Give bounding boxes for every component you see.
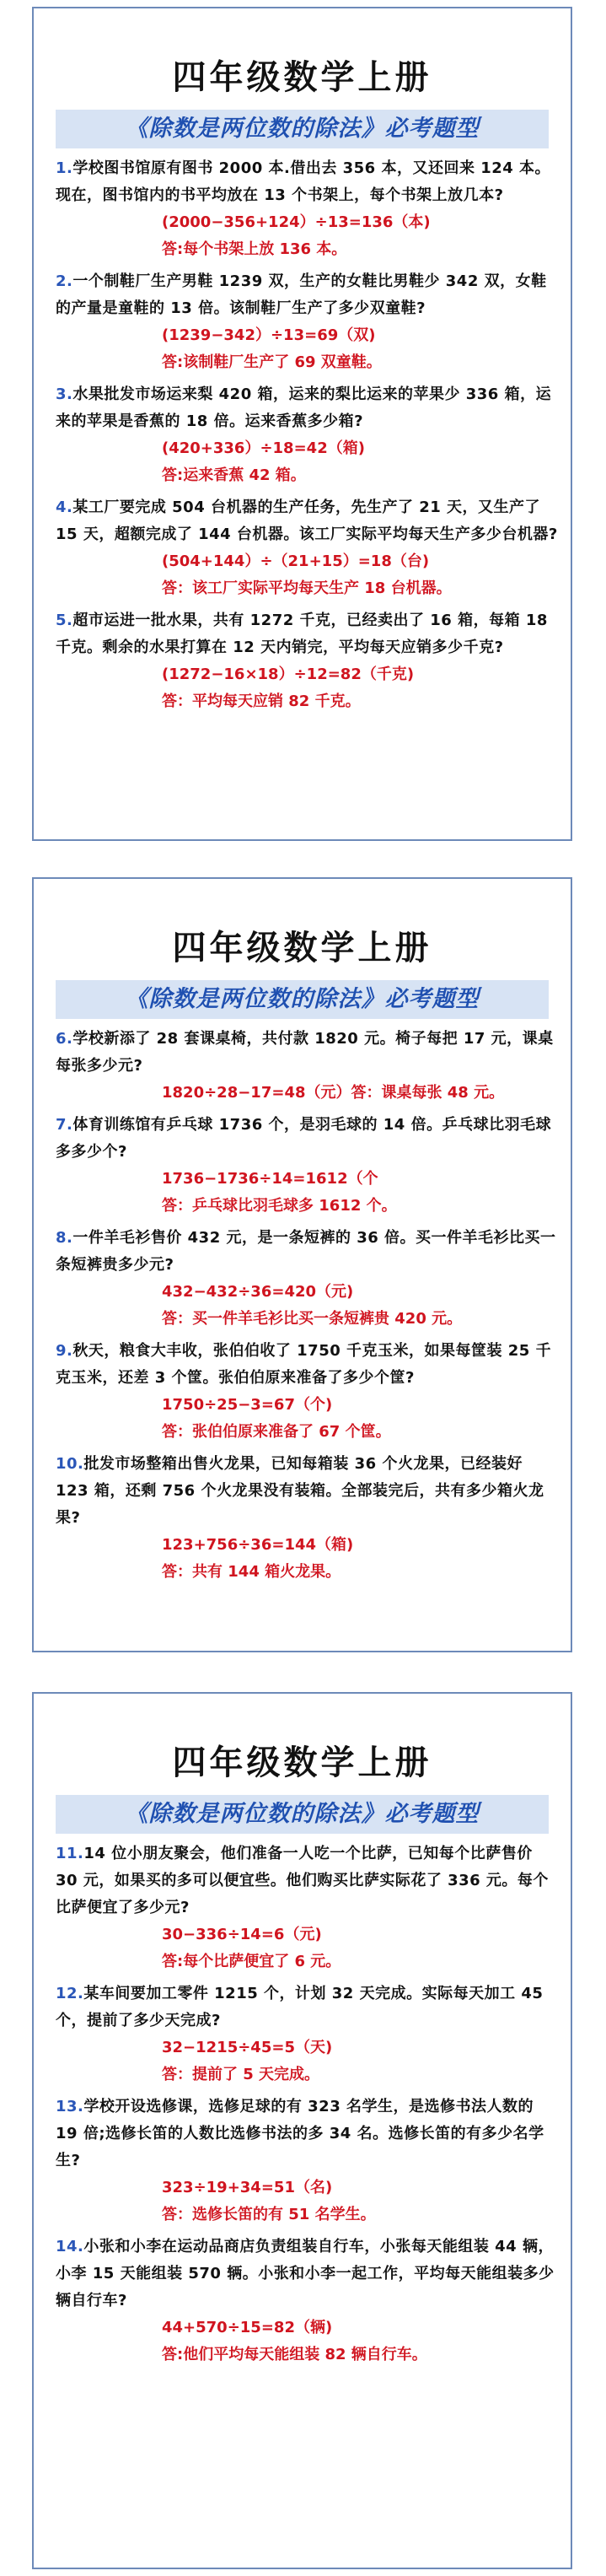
- problem-text: 一件羊毛衫售价 432 元，是一条短裤的 36 倍。买一件羊毛衫比买一条短裤贵多少元?: [56, 1229, 556, 1274]
- problem-question: [56, 1026, 559, 1080]
- problem-question: [56, 1981, 559, 2034]
- problem-question: [56, 607, 559, 661]
- problem-12: [56, 1981, 559, 2088]
- solution-formula: 30−336÷14=6（元): [162, 1926, 322, 1943]
- problem-question: [56, 1451, 559, 1532]
- problem-question: [56, 1338, 559, 1392]
- solution-answer: 答：买一件羊毛衫比买一条短裤贵 420 元。: [162, 1310, 463, 1328]
- page-title: 四年级数学上册: [172, 1743, 432, 1782]
- problem-9: [56, 1338, 559, 1446]
- problem-number: 7.: [56, 1116, 73, 1134]
- problem-number: 1.: [56, 159, 73, 177]
- subtitle-banner: 《除数是两位数的除法》必考题型: [56, 1795, 549, 1834]
- page-title: 四年级数学上册: [172, 928, 432, 967]
- problem-text: 批发市场整箱出售火龙果，已知每箱装 36 个火龙果，已经装好 123 箱，还剩 756 个火龙果没有装箱。全部装完后，共有多少箱火龙果?: [56, 1455, 544, 1527]
- problem-text: 秋天，粮食大丰收，张伯伯收了 1750 千克玉米，如果每筐装 25 千克玉米，还差 3 个筐。张伯伯原来准备了多少个筐?: [56, 1342, 552, 1387]
- problem-number: 14.: [56, 2238, 84, 2255]
- problem-number: 5.: [56, 612, 73, 629]
- problem-list: [34, 1019, 571, 1586]
- solution-formula: (1239−342）÷13=69（双): [162, 326, 376, 344]
- problem-number: 13.: [56, 2098, 84, 2115]
- solution-answer: 答：乒乓球比羽毛球多 1612 个。: [162, 1197, 397, 1215]
- problem-14: [56, 2234, 559, 2369]
- problem-text: 14 位小朋友聚会，他们准备一人吃一个比萨，已知每个比萨售价 30 元，如果买的多可以便宜些。他们购买比萨实际花了 336 元。每个比萨便宜了多少元?: [56, 1845, 549, 1916]
- problem-number: 12.: [56, 1985, 84, 2002]
- problem-5: [56, 607, 559, 715]
- problem-10: [56, 1451, 559, 1586]
- solution-formula: 1820÷28−17=48（元）答：课桌每张 48 元。: [162, 1084, 505, 1102]
- problem-text: 一个制鞋厂生产男鞋 1239 双，生产的女鞋比男鞋少 342 双，女鞋的产量是童鞋的 13 倍。该制鞋厂生产了多少双童鞋?: [56, 272, 547, 317]
- solution-answer: 答：张伯伯原来准备了 67 个筐。: [162, 1423, 391, 1441]
- problem-number: 8.: [56, 1229, 73, 1247]
- problem-list: [34, 1834, 571, 2369]
- solution-formula: 1750÷25−3=67（个): [162, 1396, 333, 1414]
- solution-answer: 答:每个比萨便宜了 6 元。: [162, 1953, 341, 1970]
- problem-number: 4.: [56, 498, 73, 516]
- problem-text: 某车间要加工零件 1215 个，计划 32 天完成。实际每天加工 45 个，提前了多少天完成?: [56, 1985, 544, 2029]
- solution-answer: 答:该制鞋厂生产了 69 双童鞋。: [162, 353, 382, 371]
- problem-text: 水果批发市场运来梨 420 箱，运来的梨比运来的苹果少 336 箱，运来的苹果是香蕉的 18 倍。运来香蕉多少箱?: [56, 385, 552, 430]
- solution-answer: 答:运来香蕉 42 箱。: [162, 466, 306, 484]
- problem-question: [56, 155, 559, 209]
- worksheet-card-3: [32, 1692, 572, 2569]
- problem-question: [56, 1225, 559, 1279]
- problem-list: [34, 148, 571, 715]
- solution-formula: 432−432÷36=420（元): [162, 1283, 354, 1301]
- problem-text: 超市运进一批水果，共有 1272 千克，已经卖出了 16 箱，每箱 18 千克。剩余的水果打算在 12 天内销完，平均每天应销多少千克?: [56, 612, 548, 656]
- solution-formula: (420+336）÷18=42（箱): [162, 439, 365, 457]
- solution-formula: 1736−1736÷14=1612（个: [162, 1170, 378, 1188]
- solution-answer: 答：提前了 5 天完成。: [162, 2066, 320, 2083]
- problem-number: 6.: [56, 1030, 73, 1048]
- problem-question: [56, 494, 559, 548]
- solution-formula: (2000−356+124）÷13=136（本): [162, 213, 431, 231]
- solution-answer: 答:他们平均每天能组装 82 辆自行车。: [162, 2346, 427, 2363]
- problem-question: [56, 1112, 559, 1166]
- problem-text: 小张和小李在运动品商店负责组装自行车，小张每天能组装 44 辆，小李 15 天能组装 570 辆。小张和小李一起工作，平均每天能组装多少辆自行车?: [56, 2238, 555, 2309]
- problem-question: [56, 2234, 559, 2315]
- worksheet-card-1: [32, 7, 572, 841]
- problem-text: 学校开设选修课，选修足球的有 323 名学生，是选修书法人数的 19 倍;选修长笛的人数比选修书法的多 34 名。选修长笛的有多少名学生?: [56, 2098, 544, 2169]
- problem-6: [56, 1026, 559, 1107]
- problem-number: 9.: [56, 1342, 73, 1360]
- problem-13: [56, 2094, 559, 2228]
- problem-text: 体育训练馆有乒乓球 1736 个，是羽毛球的 14 倍。乒乓球比羽毛球多多少个?: [56, 1116, 552, 1161]
- problem-text: 学校图书馆原有图书 2000 本.借出去 356 本，又还回来 124 本。现在，图书馆内的书平均放在 13 个书架上，每个书架上放几本?: [56, 159, 551, 204]
- problem-text: 学校新添了 28 套课桌椅，共付款 1820 元。椅子每把 17 元，课桌每张多少元?: [56, 1030, 554, 1075]
- solution-answer: 答:每个书架上放 136 本。: [162, 240, 347, 258]
- problem-number: 3.: [56, 385, 73, 403]
- page-title: 四年级数学上册: [172, 57, 432, 97]
- problem-1: [56, 155, 559, 263]
- problem-3: [56, 381, 559, 489]
- solution-answer: 答：共有 144 箱火龙果。: [162, 1563, 341, 1581]
- problem-8: [56, 1225, 559, 1333]
- solution-answer: 答：该工厂实际平均每天生产 18 台机器。: [162, 579, 452, 597]
- solution-formula: 44+570÷15=82（辆): [162, 2319, 333, 2336]
- problem-question: [56, 1840, 559, 1921]
- solution-formula: (504+144）÷（21+15）=18（台): [162, 552, 430, 570]
- worksheet-card-2: [32, 877, 572, 1652]
- problem-number: 11.: [56, 1845, 84, 1862]
- problem-question: [56, 381, 559, 435]
- problem-number: 2.: [56, 272, 73, 290]
- solution-formula: (1272−16×18）÷12=82（千克): [162, 666, 415, 683]
- problem-11: [56, 1840, 559, 1975]
- solution-formula: 323÷19+34=51（名): [162, 2179, 333, 2196]
- problem-number: 10.: [56, 1455, 84, 1473]
- problem-question: [56, 2094, 559, 2175]
- solution-answer: 答：选修长笛的有 51 名学生。: [162, 2206, 376, 2223]
- solution-answer: 答：平均每天应销 82 千克。: [162, 693, 361, 710]
- subtitle-banner: 《除数是两位数的除法》必考题型: [56, 110, 549, 148]
- problem-7: [56, 1112, 559, 1220]
- solution-formula: 123+756÷36=144（箱): [162, 1536, 354, 1554]
- solution-formula: 32−1215÷45=5（天): [162, 2039, 333, 2056]
- problem-question: [56, 268, 559, 322]
- problem-2: [56, 268, 559, 376]
- problem-4: [56, 494, 559, 602]
- subtitle-banner: 《除数是两位数的除法》必考题型: [56, 980, 549, 1019]
- problem-text: 某工厂要完成 504 台机器的生产任务，先生产了 21 天，又生产了 15 天，超额完成了 144 台机器。该工厂实际平均每天生产多少台机器?: [56, 498, 558, 543]
